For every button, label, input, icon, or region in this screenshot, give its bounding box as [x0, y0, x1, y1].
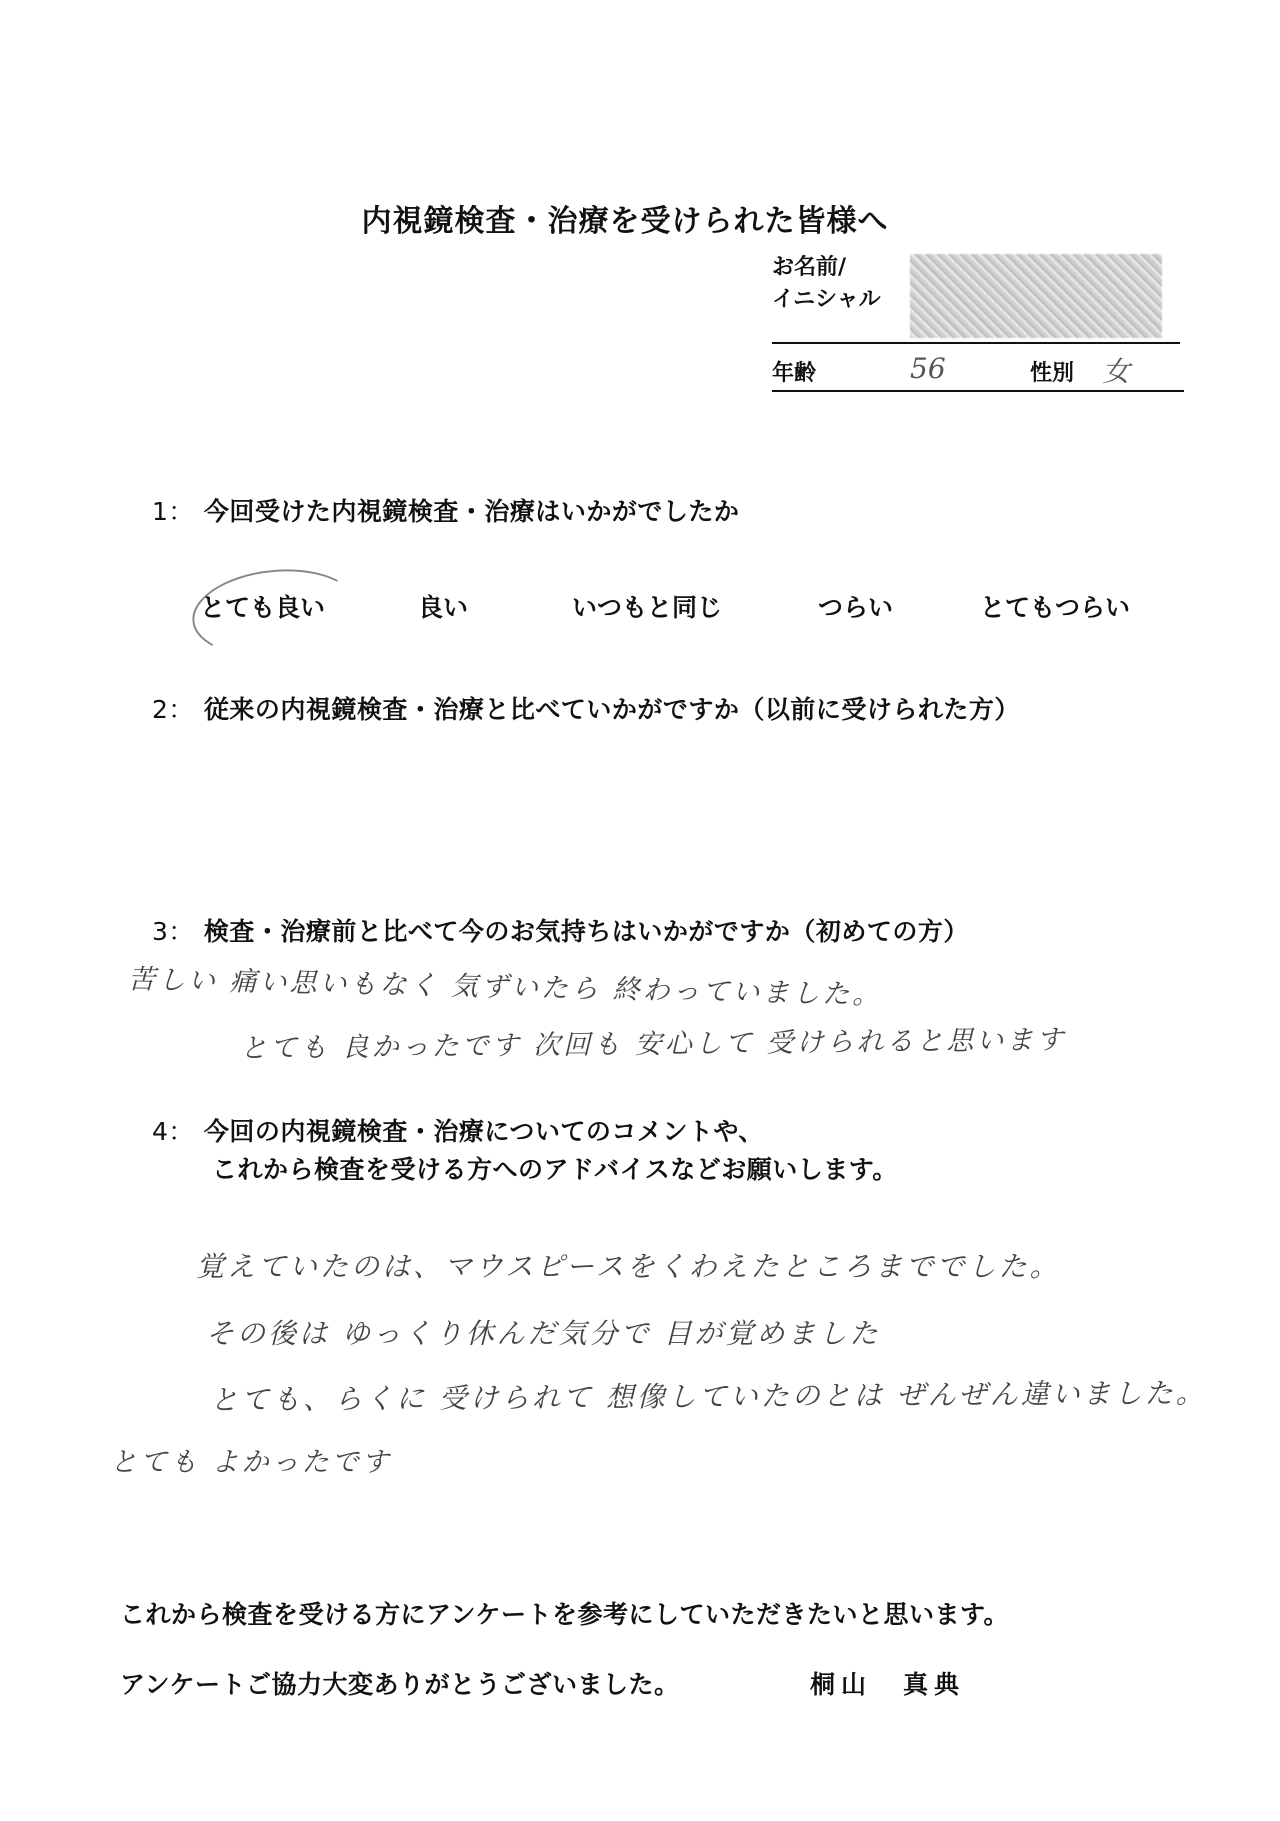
question-2-number: 2： [152, 695, 194, 724]
question-4-answer-line: とても、らくに 受けられて 想像していたのとは ぜんぜん違いました。 [209, 1376, 1207, 1417]
name-redacted-field [910, 254, 1162, 338]
question-3-answer-line: とても 良かったです 次回も 安心して 受けられると思います [239, 1024, 1067, 1065]
option-good[interactable]: 良い [418, 593, 469, 622]
age-value: 56 [910, 352, 946, 385]
question-4 [152, 1112, 764, 1148]
name-underline [772, 342, 1180, 344]
question-4-answer-line: その後は ゆっくり休んだ気分で 目が覚めました [206, 1317, 881, 1350]
option-very-good[interactable]: とても良い [200, 588, 325, 624]
question-3-text: 検査・治療前と比べて今のお気持ちはいかがですか（初めての方） [203, 917, 969, 946]
question-3-number: 3： [152, 917, 194, 946]
author-name: 桐山 真典 [810, 1670, 966, 1699]
question-4-number: 4： [152, 1117, 194, 1146]
sex-value: 女 [1102, 355, 1131, 388]
age-underline [772, 390, 1184, 392]
footer-thanks-text: アンケートご協力大変ありがとうございました。 [120, 1670, 680, 1699]
name-label: お名前/ [772, 255, 847, 280]
question-1-number: 1： [152, 497, 194, 526]
question-4-answer-line: 覚えていたのは、マウスピースをくわえたところまででした。 [196, 1250, 1061, 1283]
question-3 [152, 912, 969, 948]
option-hard[interactable]: つらい [818, 593, 894, 622]
question-1-options [200, 588, 1180, 648]
question-4-answer-line: とても よかったです [110, 1447, 392, 1478]
question-2 [152, 690, 1020, 726]
question-3-answer-line: 苦しい 痛い思いもなく 気ずいたら 終わっていました。 [127, 964, 883, 1011]
respondent-info [772, 250, 1184, 400]
sex-label: 性別 [1030, 361, 1075, 386]
question-4-text-1: 今回の内視鏡検査・治療についてのコメントや、 [203, 1117, 764, 1146]
option-very-hard[interactable]: とてもつらい [980, 593, 1131, 622]
footer-request-text: これから検査を受ける方にアンケートを参考にしていただきたいと思います。 [120, 1600, 1010, 1629]
age-label: 年齢 [772, 361, 817, 386]
question-2-text: 従来の内視鏡検査・治療と比べていかがですか（以前に受けられた方） [203, 695, 1020, 724]
page-title: 内視鏡検査・治療を受けられた皆様へ [361, 204, 889, 239]
selected-circle-mark [188, 562, 362, 665]
initials-label: イニシャル [772, 287, 881, 312]
question-4-text-2: これから検査を受ける方へのアドバイスなどお願いします。 [212, 1155, 898, 1184]
option-same-as-usual[interactable]: いつもと同じ [572, 593, 723, 622]
question-1 [152, 492, 739, 528]
question-1-text: 今回受けた内視鏡検査・治療はいかがでしたか [203, 497, 740, 526]
